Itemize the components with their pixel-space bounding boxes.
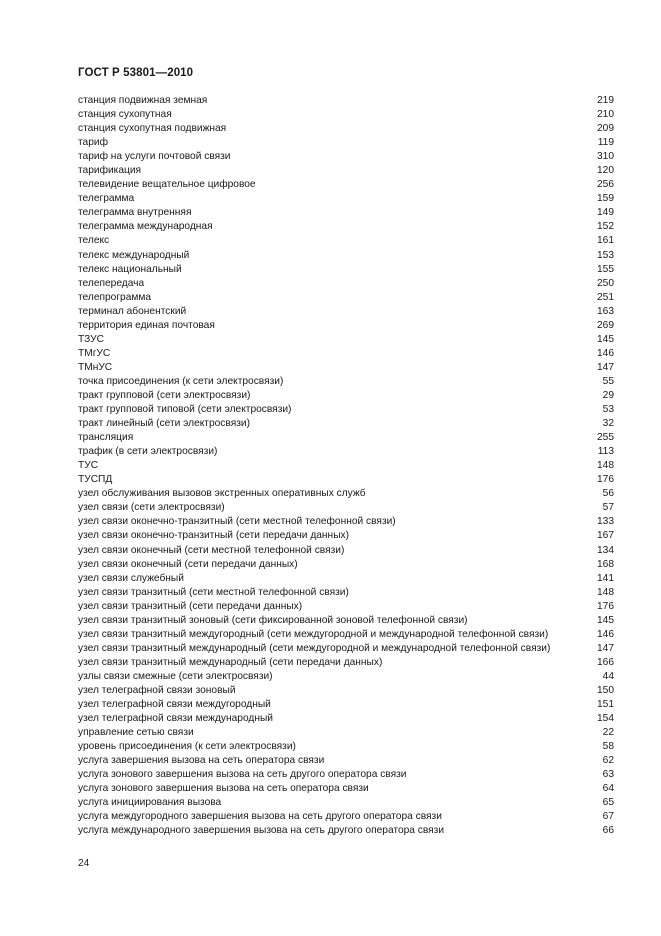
index-entry xyxy=(78,487,614,501)
index-entry xyxy=(78,572,614,586)
index-entry xyxy=(78,277,614,291)
index-term: узел связи транзитный зоновый (сети фиксированной зоновой телефонной связи) xyxy=(78,614,468,626)
index-page-ref: 310 xyxy=(597,151,614,163)
index-page-ref: 146 xyxy=(597,628,614,640)
index-term: узел связи (сети электросвязи) xyxy=(78,502,225,514)
index-page-ref: 22 xyxy=(602,727,614,739)
index-term: узел связи транзитный междугородный (сети междугородной и международной телефонной связи) xyxy=(78,628,549,640)
index-term: тракт групповой (сети электросвязи) xyxy=(78,389,251,401)
index-page-ref: 167 xyxy=(597,530,614,542)
index-term: тракт линейный (сети электросвязи) xyxy=(78,418,250,430)
index-term: управление сетью связи xyxy=(78,727,194,739)
index-entry xyxy=(78,810,614,824)
index-page-ref: 63 xyxy=(602,769,614,781)
index-entry xyxy=(78,529,614,543)
index-entry xyxy=(78,375,614,389)
index-term: телекс международный xyxy=(78,249,190,261)
index-term: ТУСПД xyxy=(78,474,113,486)
index-entry xyxy=(78,698,614,712)
index-entry xyxy=(78,586,614,600)
index-page-ref: 269 xyxy=(597,319,614,331)
index-page-ref: 210 xyxy=(597,109,614,121)
index-page-ref: 44 xyxy=(602,670,614,682)
index-entry xyxy=(78,614,614,628)
index-page-ref: 176 xyxy=(597,600,614,612)
index-term: ТМгУС xyxy=(78,347,111,359)
index-page-ref: 58 xyxy=(602,741,614,753)
index-entry xyxy=(78,544,614,558)
index-page-ref: 145 xyxy=(597,333,614,345)
index-term: точка присоединения (к сети электросвязи) xyxy=(78,375,284,387)
index-page-ref: 256 xyxy=(597,179,614,191)
index-page-ref: 163 xyxy=(597,305,614,317)
index-term: ТМнУС xyxy=(78,361,113,373)
index-entry xyxy=(78,333,614,347)
index-page-ref: 53 xyxy=(602,404,614,416)
index-term: станция подвижная земная xyxy=(78,95,208,106)
index-term: услуга международного завершения вызова на сеть другого оператора связи xyxy=(78,825,445,837)
index-entry xyxy=(78,768,614,782)
index-entry xyxy=(78,656,614,670)
index-page-ref: 56 xyxy=(602,488,614,500)
index-term: узел телеграфной связи междугородный xyxy=(78,699,271,711)
index-page-ref: 29 xyxy=(602,389,614,401)
index-page-ref: 152 xyxy=(597,221,614,233)
index-entry xyxy=(78,515,614,529)
index-entry xyxy=(78,220,614,234)
index-page-ref: 219 xyxy=(597,95,614,106)
index-entry xyxy=(78,824,614,838)
index-term: телеграмма xyxy=(78,193,135,205)
index-term: телепрограмма xyxy=(78,291,152,303)
index-page-ref: 55 xyxy=(602,375,614,387)
index-term: услуга зонового завершения вызова на сеть другого оператора связи xyxy=(78,769,407,781)
index-term: узел связи транзитный (сети передачи данных) xyxy=(78,600,303,612)
index-page-ref: 147 xyxy=(597,361,614,373)
index-entry xyxy=(78,291,614,305)
index-term: тракт групповой типовой (сети электросвязи) xyxy=(78,404,292,416)
index-page-ref: 148 xyxy=(597,586,614,598)
index-entry xyxy=(78,754,614,768)
index-term: терминал абонентский xyxy=(78,305,187,317)
index-term: узел телеграфной связи зоновый xyxy=(78,684,236,696)
index-term: узлы связи смежные (сети электросвязи) xyxy=(78,670,273,682)
index-term: станция сухопутная подвижная xyxy=(78,123,227,135)
index-page-ref: 255 xyxy=(597,432,614,444)
index-page-ref: 141 xyxy=(597,572,614,584)
index-entry xyxy=(78,319,614,333)
index-page-ref: 250 xyxy=(597,277,614,289)
index-entry xyxy=(78,684,614,698)
index-page-ref: 147 xyxy=(597,642,614,654)
index-page-ref: 57 xyxy=(602,502,614,514)
index-entry xyxy=(78,501,614,515)
index-entry xyxy=(78,670,614,684)
index-entry xyxy=(78,740,614,754)
index-page-ref: 32 xyxy=(602,418,614,430)
index-entry xyxy=(78,361,614,375)
index-term: услуга инициирования вызова xyxy=(78,797,222,809)
index-page-ref: 133 xyxy=(597,516,614,528)
index-list xyxy=(78,94,614,838)
index-term: трансляция xyxy=(78,432,134,444)
index-term: узел телеграфной связи международный xyxy=(78,713,273,725)
index-page-ref: 251 xyxy=(597,291,614,303)
index-term: услуга зонового завершения вызова на сеть оператора связи xyxy=(78,783,369,795)
index-page-ref: 120 xyxy=(597,165,614,177)
index-entry xyxy=(78,94,614,108)
index-page-ref: 154 xyxy=(597,713,614,725)
index-entry xyxy=(78,796,614,810)
index-term: узел связи оконечно-транзитный (сети местной телефонной связи) xyxy=(78,516,396,528)
index-page-ref: 67 xyxy=(602,811,614,823)
index-term: телепередача xyxy=(78,277,145,289)
index-entry xyxy=(78,164,614,178)
index-entry xyxy=(78,108,614,122)
index-page-ref: 150 xyxy=(597,684,614,696)
index-entry xyxy=(78,305,614,319)
index-page-ref: 119 xyxy=(597,137,614,149)
index-term: ТЗУС xyxy=(78,333,104,345)
index-entry xyxy=(78,726,614,740)
index-term: телеграмма международная xyxy=(78,221,213,233)
index-term: узел связи транзитный международный (сети передачи данных) xyxy=(78,656,383,668)
index-entry xyxy=(78,642,614,656)
index-page-ref: 145 xyxy=(597,614,614,626)
index-term: станция сухопутная xyxy=(78,109,172,121)
index-page-ref: 161 xyxy=(597,235,614,247)
index-term: узел связи оконечно-транзитный (сети передачи данных) xyxy=(78,530,349,542)
index-entry xyxy=(78,600,614,614)
index-entry xyxy=(78,249,614,263)
index-entry xyxy=(78,192,614,206)
index-term: услуга завершения вызова на сеть оператора связи xyxy=(78,755,325,767)
index-term: телеграмма внутренняя xyxy=(78,207,192,219)
index-page-ref: 159 xyxy=(597,193,614,205)
index-term: узел связи служебный xyxy=(78,572,184,584)
index-entry xyxy=(78,712,614,726)
index-entry xyxy=(78,417,614,431)
index-entry xyxy=(78,150,614,164)
index-page-ref: 64 xyxy=(602,783,614,795)
index-entry xyxy=(78,445,614,459)
index-page-ref: 148 xyxy=(597,460,614,472)
index-term: телекс национальный xyxy=(78,263,182,275)
index-page-ref: 155 xyxy=(597,263,614,275)
index-entry xyxy=(78,473,614,487)
index-term: узел связи транзитный международный (сети междугородной и международной телефонной связи) xyxy=(78,642,551,654)
index-page-ref: 209 xyxy=(597,123,614,135)
index-entry xyxy=(78,136,614,150)
index-term: ТУС xyxy=(78,460,99,472)
index-entry xyxy=(78,347,614,361)
index-term: телевидение вещательное цифровое xyxy=(78,179,256,191)
index-term: тарификация xyxy=(78,165,142,177)
index-entry xyxy=(78,628,614,642)
index-entry xyxy=(78,403,614,417)
index-page-ref: 65 xyxy=(602,797,614,809)
document-header: ГОСТ Р 53801—2010 xyxy=(78,67,194,79)
index-entry xyxy=(78,459,614,473)
index-term: тариф на услуги почтовой связи xyxy=(78,151,231,163)
index-entry xyxy=(78,206,614,220)
index-term: территория единая почтовая xyxy=(78,319,215,331)
index-entry xyxy=(78,431,614,445)
index-page-ref: 134 xyxy=(597,544,614,556)
page-number: 24 xyxy=(78,858,90,869)
index-term: тариф xyxy=(78,137,108,149)
index-term: узел связи оконечный (сети передачи данных) xyxy=(78,558,298,570)
index-term: узел связи оконечный (сети местной телефонной связи) xyxy=(78,544,345,556)
index-page-ref: 62 xyxy=(602,755,614,767)
index-page-ref: 113 xyxy=(597,446,614,458)
index-page-ref: 151 xyxy=(597,699,614,711)
index-entry xyxy=(78,122,614,136)
index-page-ref: 153 xyxy=(597,249,614,261)
index-entry xyxy=(78,558,614,572)
index-term: уровень присоединения (к сети электросвязи) xyxy=(78,741,296,753)
index-entry xyxy=(78,263,614,277)
index-term: услуга междугородного завершения вызова на сеть другого оператора связи xyxy=(78,811,442,823)
index-term: узел связи транзитный (сети местной телефонной связи) xyxy=(78,586,349,598)
index-term: узел обслуживания вызовов экстренных оперативных служб xyxy=(78,488,366,500)
index-entry xyxy=(78,389,614,403)
index-page-ref: 149 xyxy=(597,207,614,219)
index-page-ref: 66 xyxy=(602,825,614,837)
index-entry xyxy=(78,234,614,248)
index-page-ref: 146 xyxy=(597,347,614,359)
index-page-ref: 176 xyxy=(597,474,614,486)
index-entry xyxy=(78,178,614,192)
index-term: трафик (в сети электросвязи) xyxy=(78,446,218,458)
index-page-ref: 168 xyxy=(597,558,614,570)
index-page-ref: 166 xyxy=(597,656,614,668)
index-term: телекс xyxy=(78,235,110,247)
index-entry xyxy=(78,782,614,796)
